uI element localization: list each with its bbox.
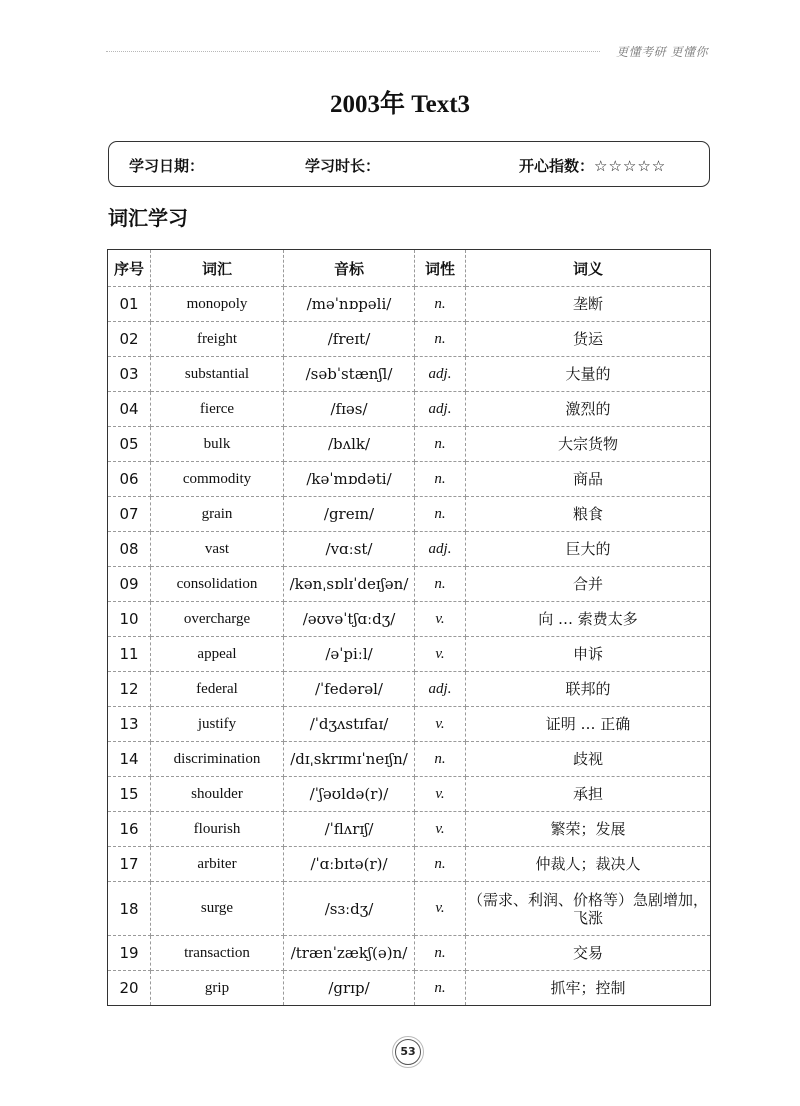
row-meaning: 向 … 索费太多 [466, 602, 711, 637]
row-phonetic: /fɪəs/ [284, 392, 415, 427]
row-number: 10 [108, 602, 151, 637]
row-number: 06 [108, 462, 151, 497]
row-phonetic: /dɪˌskrɪmɪˈneɪʃn/ [284, 742, 415, 777]
row-meaning: 激烈的 [466, 392, 711, 427]
row-number: 13 [108, 707, 151, 742]
table-row [108, 357, 711, 392]
row-number: 08 [108, 532, 151, 567]
table-row [108, 427, 711, 462]
row-meaning: 仲裁人；裁决人 [466, 847, 711, 882]
row-part-of-speech: v. [415, 812, 466, 847]
row-number: 18 [108, 882, 151, 936]
row-meaning: 联邦的 [466, 672, 711, 707]
row-phonetic: /sɜːdʒ/ [284, 882, 415, 936]
vocabulary-table [107, 249, 711, 1006]
row-number: 15 [108, 777, 151, 812]
row-number: 09 [108, 567, 151, 602]
row-phonetic: /ˈʃəʊldə(r)/ [284, 777, 415, 812]
table-row [108, 287, 711, 322]
row-meaning: 粮食 [466, 497, 711, 532]
study-info-box [108, 141, 710, 187]
table-row [108, 882, 711, 936]
row-phonetic: /freɪt/ [284, 322, 415, 357]
row-number: 19 [108, 936, 151, 971]
row-part-of-speech: n. [415, 427, 466, 462]
row-word: grip [151, 971, 284, 1006]
row-number: 11 [108, 637, 151, 672]
row-part-of-speech: n. [415, 742, 466, 777]
row-meaning: 证明 … 正确 [466, 707, 711, 742]
table-row [108, 462, 711, 497]
row-number: 02 [108, 322, 151, 357]
row-part-of-speech: v. [415, 882, 466, 936]
row-word: transaction [151, 936, 284, 971]
row-meaning: 繁荣；发展 [466, 812, 711, 847]
row-part-of-speech: adj. [415, 532, 466, 567]
row-part-of-speech: v. [415, 637, 466, 672]
row-word: justify [151, 707, 284, 742]
happiness-label: 开心指数： [519, 157, 595, 175]
row-part-of-speech: v. [415, 707, 466, 742]
row-phonetic: /trænˈzækʃ(ə)n/ [284, 936, 415, 971]
row-meaning: 商品 [466, 462, 711, 497]
row-part-of-speech: n. [415, 971, 466, 1006]
row-phonetic: /ˈɑːbɪtə(r)/ [284, 847, 415, 882]
row-number: 20 [108, 971, 151, 1006]
row-word: grain [151, 497, 284, 532]
table-row [108, 971, 711, 1006]
row-meaning: 申诉 [466, 637, 711, 672]
row-part-of-speech: n. [415, 567, 466, 602]
table-row [108, 812, 711, 847]
row-meaning: 大宗货物 [466, 427, 711, 462]
row-meaning: 交易 [466, 936, 711, 971]
row-phonetic: /kəˈmɒdəti/ [284, 462, 415, 497]
row-number: 04 [108, 392, 151, 427]
row-word: appeal [151, 637, 284, 672]
table-row [108, 742, 711, 777]
row-word: discrimination [151, 742, 284, 777]
row-part-of-speech: n. [415, 936, 466, 971]
header-phonetic: 音标 [284, 250, 415, 287]
row-word: monopoly [151, 287, 284, 322]
table-row [108, 672, 711, 707]
row-phonetic: /ˈdʒʌstɪfaɪ/ [284, 707, 415, 742]
header-divider [106, 51, 600, 52]
row-word: overcharge [151, 602, 284, 637]
row-part-of-speech: n. [415, 847, 466, 882]
header-word: 词汇 [151, 250, 284, 287]
row-word: shoulder [151, 777, 284, 812]
row-phonetic: /greɪn/ [284, 497, 415, 532]
header-meaning: 词义 [466, 250, 711, 287]
page-number-badge [392, 1036, 424, 1068]
study-duration-label: 学习时长： [305, 157, 381, 175]
table-row [108, 936, 711, 971]
table-row [108, 602, 711, 637]
happiness-stars[interactable]: ☆☆☆☆☆ [594, 157, 667, 175]
row-word: surge [151, 882, 284, 936]
table-row [108, 322, 711, 357]
row-word: arbiter [151, 847, 284, 882]
row-part-of-speech: adj. [415, 672, 466, 707]
page-title: 2003年 Text3 [329, 91, 471, 118]
row-meaning: 大量的 [466, 357, 711, 392]
table-row [108, 392, 711, 427]
row-phonetic: /məˈnɒpəli/ [284, 287, 415, 322]
row-phonetic: /grɪp/ [284, 971, 415, 1006]
row-phonetic: /səbˈstænʃl/ [284, 357, 415, 392]
row-phonetic: /vɑːst/ [284, 532, 415, 567]
row-word: fierce [151, 392, 284, 427]
row-number: 17 [108, 847, 151, 882]
row-word: commodity [151, 462, 284, 497]
header-part-of-speech: 词性 [415, 250, 466, 287]
row-word: substantial [151, 357, 284, 392]
row-part-of-speech: adj. [415, 392, 466, 427]
row-meaning: 货运 [466, 322, 711, 357]
row-number: 07 [108, 497, 151, 532]
row-number: 12 [108, 672, 151, 707]
row-meaning: （需求、利润、价格等）急剧增加，飞涨 [466, 882, 711, 936]
row-word: consolidation [151, 567, 284, 602]
row-word: flourish [151, 812, 284, 847]
row-word: bulk [151, 427, 284, 462]
row-part-of-speech: v. [415, 777, 466, 812]
header-number: 序号 [108, 250, 151, 287]
row-number: 14 [108, 742, 151, 777]
row-phonetic: /əˈpiːl/ [284, 637, 415, 672]
row-meaning: 合并 [466, 567, 711, 602]
row-number: 01 [108, 287, 151, 322]
row-meaning: 歧视 [466, 742, 711, 777]
row-phonetic: /ˈfedərəl/ [284, 672, 415, 707]
table-row [108, 567, 711, 602]
row-meaning: 抓牢；控制 [466, 971, 711, 1006]
happiness-index [519, 155, 666, 176]
table-row [108, 707, 711, 742]
row-phonetic: /kənˌsɒlɪˈdeɪʃən/ [284, 567, 415, 602]
row-part-of-speech: n. [415, 287, 466, 322]
table-header-row [108, 250, 711, 287]
table-row [108, 497, 711, 532]
row-part-of-speech: v. [415, 602, 466, 637]
row-number: 03 [108, 357, 151, 392]
row-word: freight [151, 322, 284, 357]
row-part-of-speech: adj. [415, 357, 466, 392]
row-part-of-speech: n. [415, 322, 466, 357]
table-row [108, 847, 711, 882]
row-meaning: 垄断 [466, 287, 711, 322]
row-word: vast [151, 532, 284, 567]
header-slogan: 更懂考研 更懂你 [616, 45, 708, 59]
row-meaning: 承担 [466, 777, 711, 812]
page-number: 53 [395, 1039, 421, 1065]
row-number: 16 [108, 812, 151, 847]
table-row [108, 637, 711, 672]
study-date-label: 学习日期： [129, 157, 205, 175]
row-phonetic: /əʊvəˈtʃɑːdʒ/ [284, 602, 415, 637]
row-word: federal [151, 672, 284, 707]
row-part-of-speech: n. [415, 497, 466, 532]
section-title: 词汇学习 [108, 206, 188, 230]
row-number: 05 [108, 427, 151, 462]
row-phonetic: /bʌlk/ [284, 427, 415, 462]
table-row [108, 777, 711, 812]
table-row [108, 532, 711, 567]
row-meaning: 巨大的 [466, 532, 711, 567]
row-phonetic: /ˈflʌrɪʃ/ [284, 812, 415, 847]
row-part-of-speech: n. [415, 462, 466, 497]
